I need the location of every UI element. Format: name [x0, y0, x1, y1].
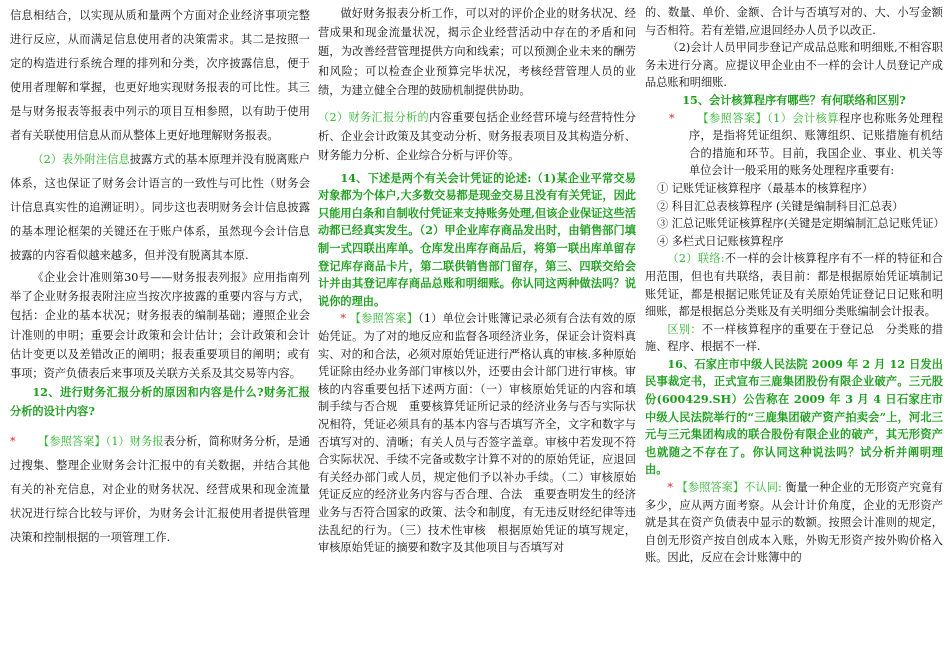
paragraph-disclosure-principles: 信息相结合，以实现从质和量两个方面对企业经济事项完整进行反应，从而满足信息使用者的决策需求。其二是按照一定的构造进行系统合理的排列和分类，次序披露信息，便于使用者理解和掌握，也更好地实现财务报表的可比性。其三是与财务报表等报表中列示的项目互相参照，以有助于使用者有关联使用信息从而从整体上更好地理解财务报表。: [10, 9, 310, 142]
inline-label: （2）联络:: [667, 252, 725, 266]
answer-text: 表分析，简称财务分析，是通过搜集、整理企业财务会计汇报中的有关数据，并结合其他有关的补充信息，对企业的财务状况、经营成果和现金流量状况进行综合比较与评价，为财务会计汇报使用者提供管理决策和控制根据的一项管理工作.: [10, 434, 310, 544]
paragraph-text: 不一样核算程序的重要在于登记总 分类账的措施、程序、根据不一样.: [645, 322, 943, 354]
column-left: [10, 4, 310, 550]
answer-label: 【参照答案】: [37, 434, 106, 448]
answer-sub-label: （1）会计核算: [767, 111, 839, 125]
answer-text: （1）单位会计账簿记录必须有合法有效的原始凭证。为了对的地反应和监督各项经济业务，保证会计资料真实、对的和合法，必须对原始凭证进行严格认真的审核.多种原始凭证除由经办业务部门审核以外，还要由会计部门进行审核。审核的内容重要包括下述两方面：（一）审核原始凭证的内容和填制手续与否合规 重要核算凭证所记录的经济业务与否与实际状况相符，凭证必须具有的基本内容与否填写齐全，文字和数字与否填写对的、清晰；有关人员与否签字盖章。审核中若发现不符合实际状况、手续不完备或数字计算不对的的原始凭证，应退回有关经办部门或人员，规定他们予以补办手续。（二）审核原始凭证反应的经济业务内容与否合理、合法 重要查明发生的经济业务与否符合国家的政策、法令和制度，有无违反财经纪律等违法乱纪的行为。（三）技术性审核 根据原始凭证的填写规定，审核原始凭证的摘要和数字及其他项目与否填写对: [318, 312, 636, 555]
paragraph-accounting-standard-30: 《企业会计准则第30号——财务报表列报》应用指南列举了企业财务报表附注应当按次序披露的重要内容与方式，包括：企业的基本状况；财务报表的编制基础；遵照企业会计准则的申明；重要会计政策和会计估计；会计政策和会计估计变更以及差错改正的阐明；报表重要项目的阐明；或有事项；资产负债表后来事项及关联方关系及其交易等内容。: [10, 271, 310, 381]
question-14: 14、下述是两个有关会计凭证的论述:（1)某企业平常交易对象都为个体户,大多数交易都是现金交易且没有有关凭证，因此只能用白条和自制收付凭证来支持账务处理,但该企业保证这些活动都已经真实发生。（2）甲企业库存商品发出时，由销售部门填制一式四联出库单。仓库发出库存商品后，将第一联出库单留存登记库存商品卡片，第二联供销售部门留存，第三、四联交给会计并由其登记库存商品总账和明细账。你认同这两种做法吗？说说你的理由。: [318, 170, 636, 308]
answer-sub-label: （1）财务报: [105, 434, 164, 448]
list-item: ③ 汇总记账凭证核算程序(关键是定期编制汇总记账凭证）: [657, 217, 945, 231]
column-middle: [318, 4, 636, 557]
list-item: ② 科目汇总表核算程序 (关键是编制科目汇总表）: [657, 199, 904, 213]
list-item: ① 记账凭证核算程序（最基本的核算程序）: [657, 181, 874, 195]
answer-16: [645, 479, 943, 567]
column-right: [645, 4, 943, 567]
answer-label: 【参照答案】: [676, 481, 745, 495]
answer-label: 【参照答案】: [349, 312, 419, 326]
star-marker: *: [669, 111, 675, 125]
answer-label: 【参照答案】: [696, 111, 768, 125]
paragraph-text: 内容重要包括企业经营环境与经营特性分析、企业会计政策及其变动分析、财务报表项目及其构造分析、财务能力分析、企业综合分析与评价等。: [318, 111, 636, 163]
paragraph-text: 不一样的会计核算程序有不一样的特征和合用范围，但也有共联络，表目前：都是根据原始凭证填制记账凭证，都是根据记账凭证及有关原始凭证登记日记账和明细账，都是根据总分类账及有关明细分类账编制会计报表。: [645, 252, 943, 319]
paragraph-continued: 的、数量、单价、金额、合计与否填写对的、大、小写金额与否相符。若有差错,应退回经办人员予以改正.: [645, 6, 943, 37]
paragraph-text: 披露方式的基本原理并没有脱离账户体系，这也保证了财务会计语言的一致性与可比性（财务会计信息真实性的追溯证明）。同步这也表明财务会计信息披露的基本理论框架的关键还在于账户体系，虽然现今会计信息披露的内容看似越来越多，但并没有脱离其本原.: [10, 153, 310, 262]
star-marker: *: [10, 434, 16, 448]
answer-text: 衡量一种企业的无形资产究竟有多少，应从两方面考察。从会计计价角度，企业的无形资产就是其在资产负债表中显示的数额。按照会计准则的规定，自创无形资产按自创成本入账，外购无形资产按外购价格入账。因此，反应在会计账簿中的: [645, 481, 943, 565]
paragraph-analysis-content: [318, 108, 636, 166]
heading-inline: （2）财务汇报分析的: [318, 111, 430, 125]
star-marker: *: [340, 312, 346, 326]
heading-inline: （2）表外附注信息: [32, 153, 130, 166]
answer-15: [645, 110, 943, 180]
paragraph-difference: [645, 321, 943, 356]
paragraph-segregation: （2)会计人员甲同步登记产成品总账和明细账,不相容职务未进行分离。应提议甲企业由不一样的会计人员登记产成品总账和明细账.: [645, 41, 943, 90]
paragraph-off-statement-notes: [10, 148, 310, 268]
answer-14: [318, 310, 636, 556]
question-12: 12、进行财务汇报分析的原因和内容是什么?财务汇报分析的设计内容?: [10, 385, 310, 419]
question-15: 15、会计核算程序有哪些？有何联络和区别?: [682, 92, 906, 107]
answer-sub-label: 不认同:: [744, 481, 782, 495]
answer-12: [10, 430, 310, 550]
star-marker: *: [667, 481, 673, 495]
list-item: ④ 多栏式日记账核算程序: [657, 234, 784, 248]
answer-text: 程序也称账务处理程序，是指将凭证组织、账簿组织、记账措施有机结合的措施和环节。目前，我国企业、事业、机关等单位会计一般采用的账务处理程序重要有:: [689, 111, 943, 178]
paragraph-connection: [645, 250, 943, 320]
question-16: 16、石家庄市中级人民法院 2009 年 2 月 12 日发出民事裁定书，正式宣布三鹿集团股份有限企业破产。三元股份(600429.SH）公告称在 2009 年 3 月 4 日石家庄市中级人民法院举行的“三鹿集团破产资产拍卖会”上，河北三元与三元集团构成的联合股份有限企业的破产，其无形资产也就随之不存在了。你认同这种说法吗？试分析并阐明理由。: [645, 356, 943, 477]
paragraph-analysis-benefits: 做好财务报表分析工作，可以对的评价企业的财务状况、经营成果和现金流量状况，揭示企业经营活动中存在的矛盾和问题，为改善经营管理提供方向和线索；可以预测企业未来的酬劳和风险；可以检查企业预算完毕状况，考核经营管理人员的业绩，为建立健全合理的鼓励机制提供协助。: [318, 7, 636, 97]
inline-label: 区别：: [667, 322, 702, 336]
